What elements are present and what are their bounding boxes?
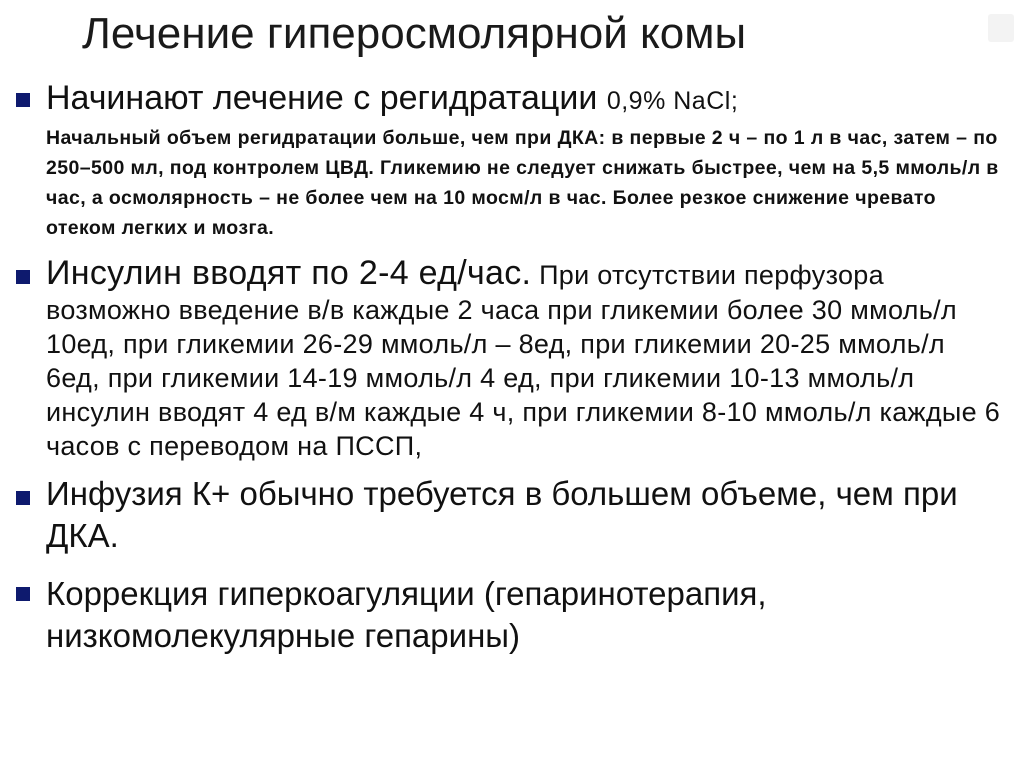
square-bullet-icon [16, 587, 30, 601]
bullet-lead-suffix: 0,9% NaCl; [606, 87, 739, 115]
bullet-item-potassium [16, 473, 1006, 557]
bullet-lead: Инсулин вводят по 2-4 ед/час. [46, 254, 532, 292]
bullet-item-anticoagulation [16, 573, 1006, 657]
square-bullet-icon [16, 270, 30, 284]
bullet-detail: Начальный объем регидратации больше, чем при ДКА: в первые 2 ч – по 1 л в час, затем – по 250–500 мл, под контролем ЦВД. Гликемию не следует снижать быстрее, чем на 5,5 ммоль/л в час, а осмолярность – не более чем на 10 мосм/л в час. Более резкое снижение чревато отеком легких и мозга. [46, 127, 999, 239]
bullet-list [16, 76, 1006, 667]
square-bullet-icon [16, 491, 30, 505]
corner-logo [988, 14, 1014, 42]
bullet-item-insulin [16, 253, 1006, 463]
slide-title: Лечение гиперосмолярной комы [82, 9, 747, 58]
bullet-text: Коррекция гиперкоагуляции (гепаринотерапия, низкомолекулярные гепарины) [46, 575, 767, 654]
bullet-lead: Начинают лечение с регидратации [46, 79, 598, 117]
bullet-text: Инфузия К+ обычно требуется в большем объеме, чем при ДКА. [46, 475, 958, 554]
square-bullet-icon [16, 93, 30, 107]
bullet-item-rehydration [16, 76, 1006, 243]
bullet-detail: При отсутствии перфузора возможно введение в/в каждые 2 часа при гликемии более 30 ммоль/л 10ед, при гликемии 26-29 ммоль/л – 8ед, при гликемии 20-25 ммоль/л 6ед, при гликемии 14-19 ммоль/л 4 ед, при гликемии 10-13 ммоль/л инсулин вводят 4 ед в/м каждые 4 ч, при гликемии 8-10 ммоль/л каждые 6 часов с переводом на ПССП, [46, 260, 1001, 461]
